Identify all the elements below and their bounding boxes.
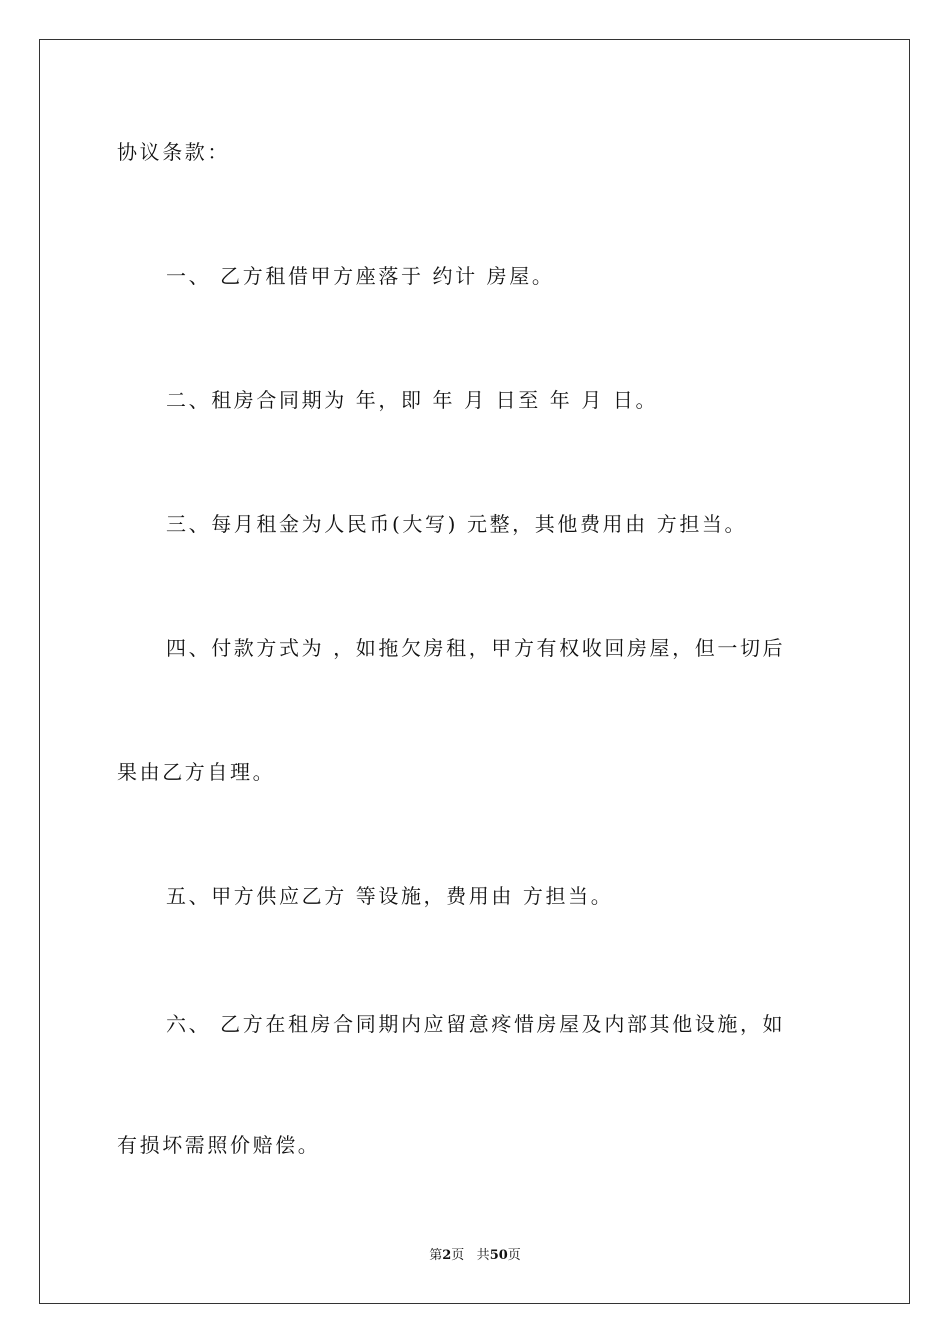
clause-1: 一、 乙方租借甲方座落于 约计 房屋。 (166, 264, 555, 288)
clause-2: 二、租房合同期为 年，即 年 月 日至 年 月 日。 (166, 388, 659, 412)
clause-6-line-1: 六、 乙方在租房合同期内应留意疼惜房屋及内部其他设施，如 (166, 1012, 786, 1036)
page-border (39, 39, 910, 1304)
page-prefix: 第 (429, 1248, 443, 1263)
clause-4-line-2: 果由乙方自理。 (117, 760, 276, 784)
clause-6-line-2: 有损坏需照价赔偿。 (117, 1133, 321, 1157)
page-footer (0, 1247, 950, 1265)
clause-4-line-1: 四、付款方式为 ，如拖欠房租，甲方有权收回房屋，但一切后 (166, 636, 786, 660)
page-number: 2 (442, 1248, 452, 1263)
clause-5: 五、甲方供应乙方 等设施，费用由 方担当。 (166, 884, 614, 908)
total-suffix: 页 (507, 1248, 521, 1263)
clauses-heading: 协议条款： (117, 140, 230, 164)
total-prefix: 共 (476, 1248, 490, 1263)
total-pages: 50 (489, 1248, 508, 1263)
clause-3: 三、每月租金为人民币(大写) 元整，其他费用由 方担当。 (166, 512, 748, 536)
page-suffix: 页 (451, 1248, 465, 1263)
